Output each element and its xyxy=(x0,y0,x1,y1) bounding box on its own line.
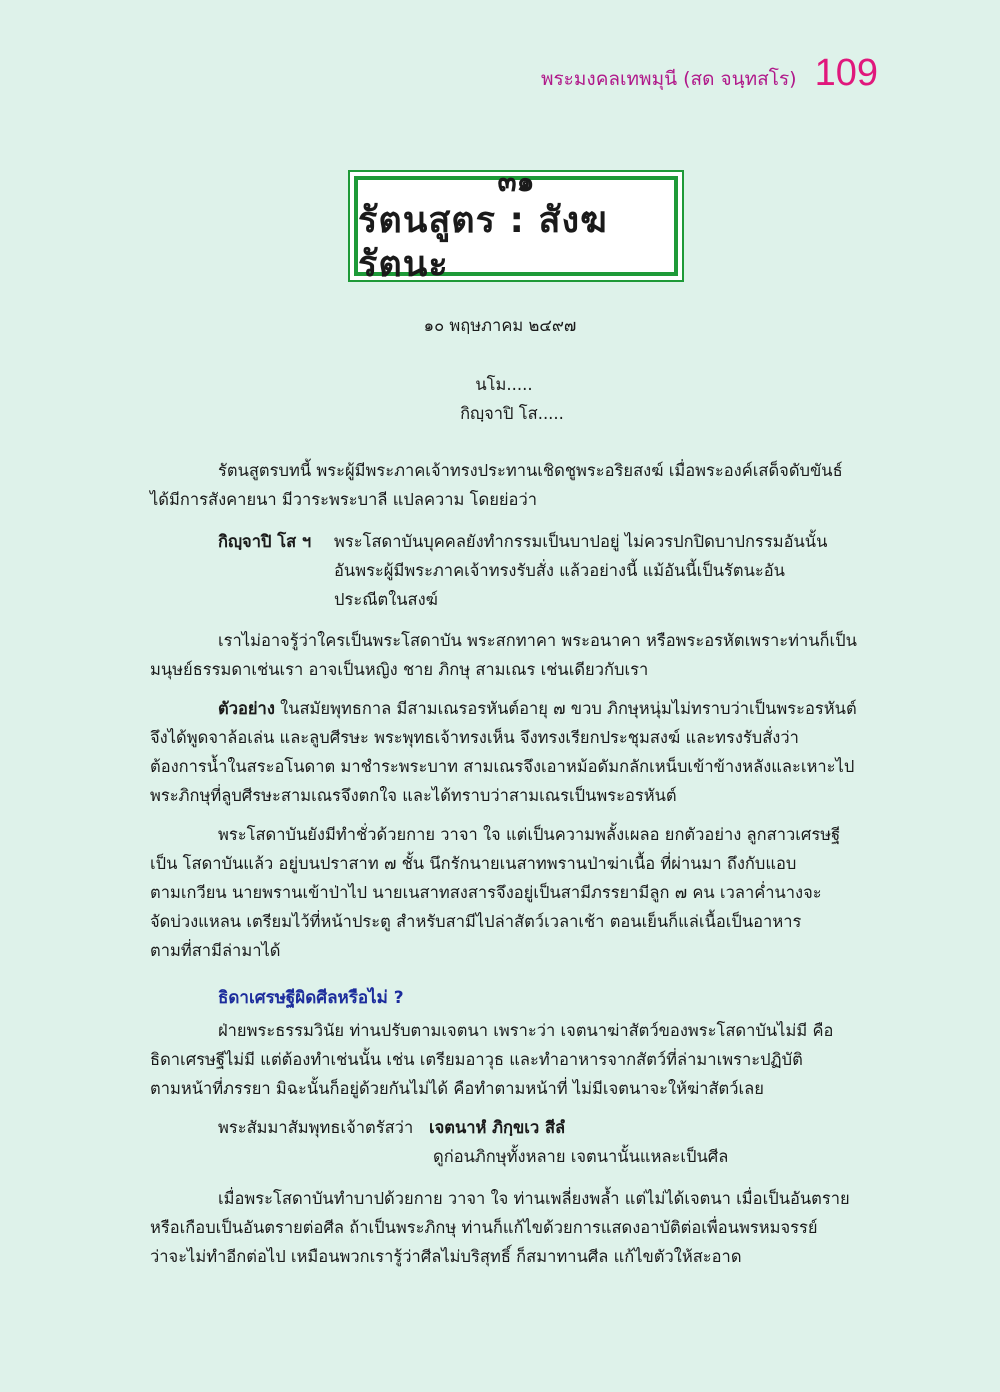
invocation-line-2: กิญฺจาปิ โส..... xyxy=(460,404,564,423)
subheading-text: ธิดาเศรษฐีผิดศีลหรือไม่ ? xyxy=(218,988,404,1008)
verse-translation xyxy=(334,527,827,614)
para-line: จึงได้พูดจาล้อเล่น และลูบศีรษะ พระพุทธเจ้าทรงเห็น จึงทรงเรียกประชุมสงฆ์ และทรงรับสั่งว่า xyxy=(150,728,799,747)
chapter-title-frame xyxy=(354,165,678,285)
para-line: ต้องการน้ำในสระอโนดาต มาชำระพระบาท สามเณรจึงเอาหม้อดัมกลักเหน็บเข้าข้างหลังและเหาะไป xyxy=(150,757,855,776)
example-label: ตัวอย่าง xyxy=(218,699,275,718)
para-line: หรือเกือบเป็นอันตรายต่อศีล ถ้าเป็นพระภิกษุ ท่านก็แก้ไขด้วยการแสดงอาบัติต่อเพื่อนพรหมจรรย์ xyxy=(150,1218,818,1237)
intro-line: ได้มีการสังคายนา มีวาระพระบาลี แปลความ โดยย่อว่า xyxy=(150,490,537,509)
page-number: 109 xyxy=(814,52,878,94)
verse-term-label: กิญฺจาปิ โส ฯ xyxy=(218,532,312,551)
chapter-number: ๓๑ xyxy=(497,165,535,198)
quote-pali: เจตนาหํ ภิกฺขเว สีลํ xyxy=(428,1118,566,1137)
para-line: ตามเกวียน นายพรานเข้าป่าไป นายเนสาทสงสารจึงอยู่เป็นสามีภรรยามีลูก ๗ คน เวลาค่ำนางจะ xyxy=(150,883,822,902)
para-line: เมื่อพระโสดาบันทำบาปด้วยกาย วาจา ใจ ท่านเพลี่ยงพล้ำ แต่ไม่ได้เจตนา เมื่อเป็นอันตราย xyxy=(218,1189,850,1208)
para-line: มนุษย์ธรรมดาเช่นเรา อาจเป็นหญิง ชาย ภิกษุ สามเณร เช่นเดียวกับเรา xyxy=(150,660,649,679)
sermon-date: ๑๐ พฤษภาคม ๒๔๙๗ xyxy=(423,316,577,335)
para-line xyxy=(150,694,878,723)
header-author: พระมงคลเทพมุนี (สด จนฺทสโร) xyxy=(540,68,797,90)
paragraph-6 xyxy=(150,1184,878,1271)
para-line: ฝ่ายพระธรรมวินัย ท่านปรับตามเจตนา เพราะว่า เจตนาฆ่าสัตว์ของพระโสดาบันไม่มี คือ xyxy=(218,1021,834,1040)
buddha-quote xyxy=(218,1113,565,1142)
intro-line: รัตนสูตรบทนี้ พระผู้มีพระภาคเจ้าทรงประทานเชิดชูพระอริยสงฆ์ เมื่อพระองค์เสด็จดับขันธ์ xyxy=(218,461,843,480)
running-header xyxy=(541,52,878,95)
verse-term xyxy=(218,527,311,556)
paragraph-5 xyxy=(150,1016,878,1103)
chapter-title: รัตนสูตร : สังฆรัตนะ xyxy=(358,200,608,285)
invocation-line-1: นโม..... xyxy=(475,375,533,394)
para-line: เป็น โสดาบันแล้ว อยู่บนปราสาท ๗ ชั้น นึกรักนายเนสาทพรานป่าฆ่าเนื้อ ที่ผ่านมา ถึงกับแอบ xyxy=(150,854,797,873)
verse-line: ประณีตในสงฆ์ xyxy=(334,590,438,609)
verse-line: อันพระผู้มีพระภาคเจ้าทรงรับสั่ง แล้วอย่างนี้ แม้อันนี้เป็นรัตนะอัน xyxy=(334,561,785,580)
chapter-title-box xyxy=(348,165,684,285)
quote-lead: พระสัมมาสัมพุทธเจ้าตรัสว่า xyxy=(218,1118,414,1137)
para-line: พระภิกษุที่ลูบศีรษะสามเณรจึงตกใจ และได้ทราบว่าสามเณรเป็นพระอรหันต์ xyxy=(150,786,677,805)
verse-line: พระโสดาบันบุคคลยังทำกรรมเป็นบาปอยู่ ไม่ควรปกปิดบาปกรรมอันนั้น xyxy=(334,532,828,551)
quote-translation: ดูก่อนภิกษุทั้งหลาย เจตนานั้นแหละเป็นศีล xyxy=(433,1147,729,1166)
paragraph-4 xyxy=(150,820,878,965)
intro-paragraph xyxy=(150,456,878,514)
example-paragraph xyxy=(150,694,878,810)
paragraph-2 xyxy=(150,626,878,684)
para-line: จัดบ่วงแหลน เตรียมไว้ที่หน้าประตู สำหรับสามีไปล่าสัตว์เวลาเช้า ตอนเย็นก็แล่เนื้อเป็นอาหาร xyxy=(150,912,802,931)
section-subheading xyxy=(218,983,404,1013)
para-line: ว่าจะไม่ทำอีกต่อไป เหมือนพวกเรารู้ว่าศีลไม่บริสุทธิ์ ก็สมาทานศีล แก้ไขตัวให้สะอาด xyxy=(150,1247,742,1266)
para-line: ตามหน้าที่ภรรยา มิฉะนั้นก็อยู่ด้วยกันไม่ได้ คือทำตามหน้าที่ ไม่มีเจตนาจะให้ฆ่าสัตว์เลย xyxy=(150,1079,764,1098)
para-line: พระโสดาบันยังมีทำชั่วด้วยกาย วาจา ใจ แต่เป็นความพลั้งเผลอ ยกตัวอย่าง ลูกสาวเศรษฐี xyxy=(218,825,841,844)
para-line: ตามที่สามีล่ามาได้ xyxy=(150,941,281,960)
example-first-line: ในสมัยพุทธกาล มีสามเณรอรหันต์อายุ ๗ ขวบ ภิกษุหนุ่มไม่ทราบว่าเป็นพระอรหันต์ xyxy=(274,699,857,718)
para-line: ธิดาเศรษฐีไม่มี แต่ต้องทำเช่นนั้น เช่น เตรียมอาวุธ และทำอาหารจากสัตว์ที่ล่ามาเพราะปฏิบัติ xyxy=(150,1050,803,1069)
para-line: เราไม่อาจรู้ว่าใครเป็นพระโสดาบัน พระสกทาคา พระอนาคา หรือพระอรหัตเพราะท่านก็เป็น xyxy=(218,631,857,650)
